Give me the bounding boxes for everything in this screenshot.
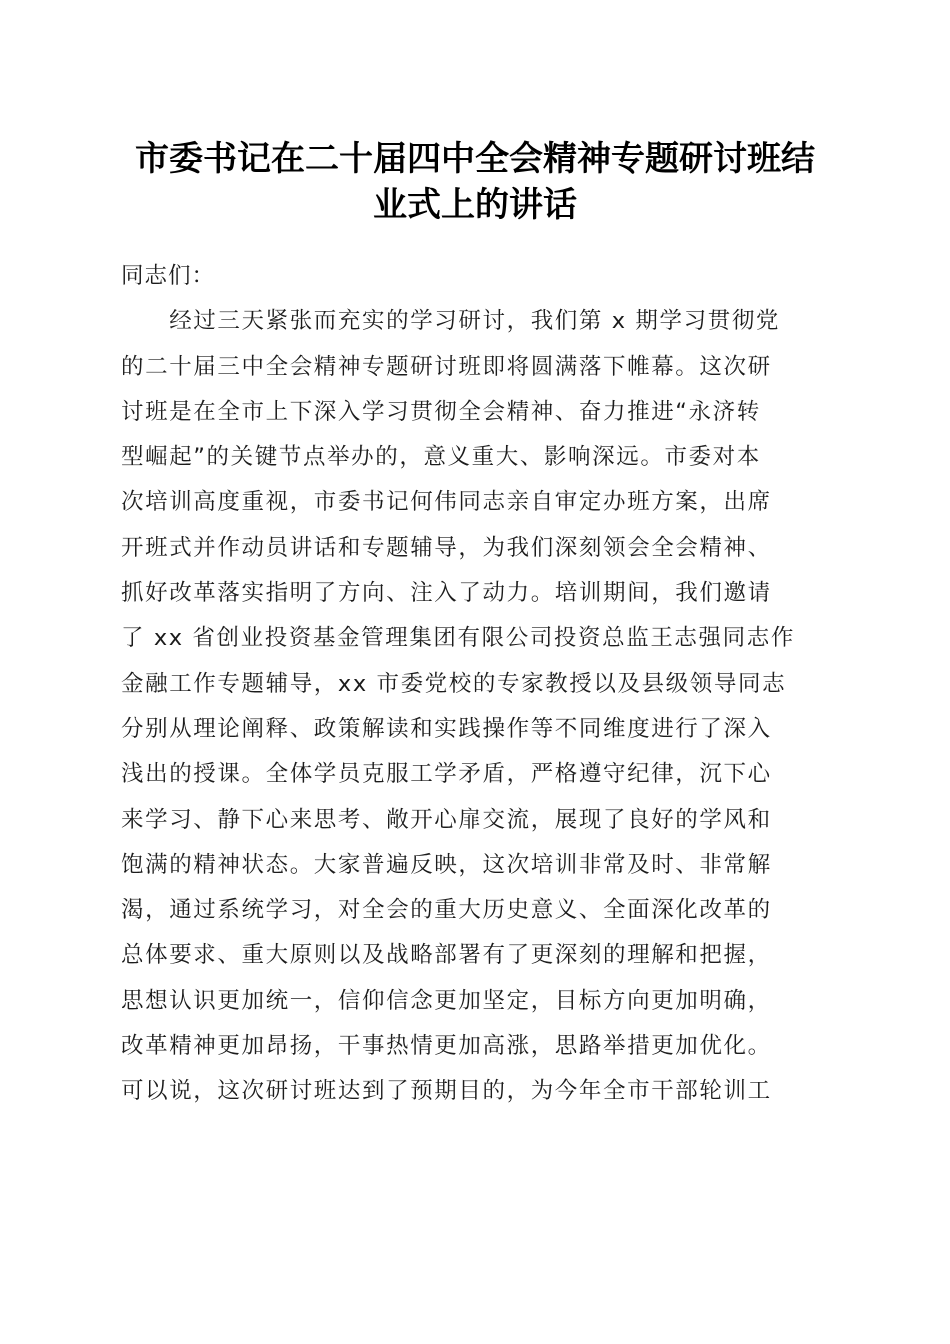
body-line: 次培训高度重视，市委书记何伟同志亲自审定办班方案，出席 [121,489,772,516]
body-line: 浅出的授课。全体学员克服工学矛盾，严格遵守纪律，沉下心 [121,761,772,788]
document-body [121,254,836,1115]
document-title [100,136,850,228]
body-line: 改革精神更加昂扬，干事热情更加高涨，思路举措更加优化。 [121,1033,772,1060]
body-line: 抓好改革落实指明了方向、注入了动力。培训期间，我们邀请 [121,580,772,607]
body-line: 思想认识更加统一，信仰信念更加坚定，目标方向更加明确， [121,987,772,1014]
body-line: 渴，通过系统学习，对全会的重大历史意义、全面深化改革的 [121,897,772,924]
body-line: 总体要求、重大原则以及战略部署有了更深刻的理解和把握， [121,942,772,969]
title-line-1: 市委书记在二十届四中全会精神专题研讨班结 [135,139,815,179]
salutation: 同志们： [121,263,216,289]
body-line: 来学习、静下心来思考、敞开心扉交流，展现了良好的学风和 [121,806,772,833]
body-line: 金融工作专题辅导，xx 市委党校的专家教授以及县级领导同志 [121,670,787,697]
body-line: 经过三天紧张而充实的学习研讨，我们第 x 期学习贯彻党 [121,308,781,335]
body-line: 分别从理论阐释、政策解读和实践操作等不同维度进行了深入 [121,715,772,742]
body-line: 饱满的精神状态。大家普遍反映，这次培训非常及时、非常解 [121,851,772,878]
body-line: 了 xx 省创业投资基金管理集团有限公司投资总监王志强同志作 [121,625,795,652]
body-line: 可以说，这次研讨班达到了预期目的，为今年全市干部轮训工 [121,1078,772,1105]
title-line-2: 业式上的讲话 [373,185,577,225]
body-line: 讨班是在全市上下深入学习贯彻全会精神、奋力推进“永济转 [121,398,761,425]
body-line: 的二十届三中全会精神专题研讨班即将圆满落下帷幕。这次研 [121,353,772,380]
body-line: 开班式并作动员讲话和专题辅导，为我们深刻领会全会精神、 [121,534,772,561]
body-line: 型崛起”的关键节点举办的，意义重大、影响深远。市委对本 [121,444,761,471]
